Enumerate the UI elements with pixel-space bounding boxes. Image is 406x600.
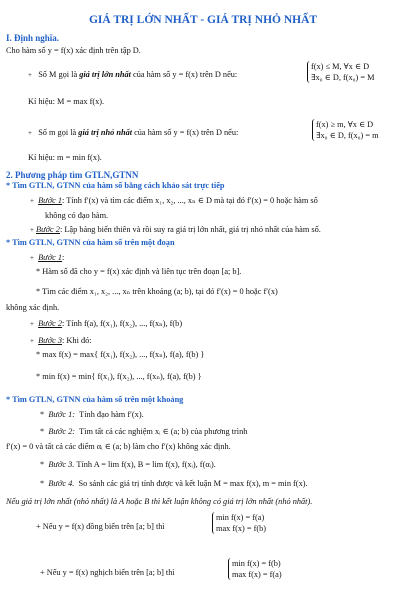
direct-step-1 (30, 196, 318, 206)
step-text: Tính A = lim f(x), B = lim f(x), f(xᵢ), f(αᵢ). (76, 460, 216, 469)
bullet-star-icon: * (36, 350, 41, 359)
bullet-star-icon: * (36, 267, 41, 276)
conclusion-note: Nếu giá trị lớn nhất (nhỏ nhất) là A hoặc B thì kết luận không có giá trị lớn nhất (nhỏ nhất). (6, 497, 313, 506)
step-label: Bước 2 (36, 225, 60, 234)
bullet-icon: + (30, 337, 34, 345)
step-label: Bước 4. (48, 479, 75, 488)
increasing-case-max: max f(x) = f(b) (216, 524, 267, 533)
bullet-star-icon: * (40, 410, 45, 419)
min-def-post: của hàm số y = f(x) trên D nếu: (132, 128, 239, 137)
formula: max f(x) = max{ f(x₁), f(x₂), ..., f(xₙ), f(a), f(b) } (42, 350, 205, 359)
step-text: Tính đạo hàm f′(x). (79, 410, 144, 419)
interval-step-2 (30, 319, 182, 329)
bullet-star-icon: * (36, 287, 41, 296)
section-definition-heading: I. Định nghĩa. (6, 33, 60, 43)
bullet-icon: + (30, 320, 34, 328)
min-conditions (312, 119, 379, 141)
open-interval-heading: * Tìm GTLN, GTNN của hàm số trên một khoảng (6, 395, 184, 404)
increasing-case-text: + Nếu y = f(x) đồng biến trên [a; b] thì (36, 522, 165, 531)
step-text: : Tính f(a), f(x₁), f(x₂), ..., f(xₙ), f(b) (62, 319, 183, 328)
step-label: Bước 1: (48, 410, 76, 419)
formula: min f(x) = min{ f(x₁), f(x₂), ..., f(xₙ), f(a), f(b) } (42, 372, 202, 381)
open-step-3 (40, 460, 216, 470)
max-notation: Kí hiệu: M = max f(x). (28, 97, 105, 106)
max-condition-2: ∃x₀ ∈ D, f(x₀) = M (311, 73, 375, 82)
bullet-star-icon: * (40, 479, 45, 488)
step-label: Bước 2: (48, 427, 76, 436)
step-text: Tìm tất cả các nghiệm xᵢ ∈ (a; b) của phương trình (79, 427, 248, 436)
interval-step-1-line-2 (36, 287, 278, 297)
min-def-pre: Số m gọi là (38, 128, 79, 137)
step-label: Bước 2 (38, 319, 63, 328)
min-notation: Kí hiệu: m = min f(x). (28, 153, 102, 162)
decreasing-case-conditions (228, 558, 282, 580)
step-label: Bước 3 (38, 336, 63, 345)
interval-step-3 (30, 336, 92, 346)
step-text: : Lập bảng biến thiên và rồi suy ra giá trị lớn nhất, giá trị nhỏ nhất của hàm số. (59, 225, 321, 234)
direct-step-2 (30, 225, 321, 235)
max-def-post: của hàm số y = f(x) trên D nếu: (130, 70, 238, 79)
interval-step-1-label: + Bước 1: (30, 253, 65, 262)
step-label: Bước 1 (38, 253, 63, 262)
bullet-icon: + (30, 226, 34, 234)
direct-step-1-cont: không có đạo hàm. (45, 211, 109, 220)
decreasing-case-max: max f(x) = f(a) (232, 570, 282, 579)
open-step-1 (40, 410, 144, 420)
interval-step-1-line-1 (36, 267, 241, 277)
step-text: : Tính f′(x) và tìm các điểm x₁, x₂, ..., xₙ ∈ D mà tại đó f′(x) = 0 hoặc hàm số (62, 196, 318, 205)
bullet-icon: + (30, 254, 34, 262)
bullet-icon: + (30, 197, 34, 205)
decreasing-case-text: + Nếu y = f(x) nghịch biến trên [a; b] thì (40, 568, 175, 577)
interval-min-formula (36, 372, 202, 382)
step-text: So sánh các giá trị tính được và kết luận M = max f(x), m = min f(x). (78, 479, 308, 488)
step-label: Bước 1 (38, 196, 63, 205)
step-text: : Khi đó: (62, 336, 92, 345)
bullet-icon: + (28, 71, 32, 79)
decreasing-case-min: min f(x) = f(b) (232, 559, 281, 568)
bullet-star-icon: * (36, 372, 41, 381)
min-term: giá trị nhỏ nhất (78, 128, 133, 137)
direct-method-heading: * Tìm GTLN, GTNN của hàm số bằng cách khảo sát trực tiếp (6, 181, 225, 190)
min-definition (28, 128, 238, 138)
closed-interval-heading: * Tìm GTLN, GTNN của hàm số trên một đoạn (6, 238, 175, 247)
max-term: giá trị lớn nhất (79, 70, 131, 79)
min-condition-1: f(x) ≥ m, ∀x ∈ D (316, 120, 374, 129)
step-text: Hàm số đã cho y = f(x) xác định và liên tục trên đoạn [a; b]. (42, 267, 242, 276)
max-condition-1: f(x) ≤ M, ∀x ∈ D (311, 62, 370, 71)
increasing-case-min: min f(x) = f(a) (216, 513, 265, 522)
bullet-icon: + (28, 129, 32, 137)
page-title: GIÁ TRỊ LỚN NHẤT - GIÁ TRỊ NHỎ NHẤT (88, 14, 318, 26)
bullet-star-icon: * (40, 460, 45, 469)
interval-max-formula (36, 350, 204, 360)
open-step-2 (40, 427, 247, 437)
step-label: Bước 3. (48, 460, 75, 469)
min-condition-2: ∃x₀ ∈ D, f(x₀) = m (316, 131, 379, 140)
bullet-star-icon: * (40, 427, 45, 436)
interval-step-1-line-3: không xác định. (6, 303, 60, 312)
section-method-heading: 2. Phương pháp tìm GTLN,GTNN (6, 170, 139, 180)
step-text: Tìm các điểm x₁, x₂, ..., xₙ trên khoảng (a; b), tại đó f′(x) = 0 hoặc f′(x) (42, 287, 278, 296)
open-step-2-cont: f′(x) = 0 và tất cả các điểm αᵢ ∈ (a; b) làm cho f′(x) không xác định. (6, 442, 231, 451)
max-conditions (307, 61, 375, 83)
max-definition (28, 70, 237, 80)
increasing-case-conditions (212, 512, 266, 534)
open-step-4 (40, 479, 308, 489)
max-def-pre: Số M gọi là (38, 70, 80, 79)
definition-intro: Cho hàm số y = f(x) xác định trên tập D. (6, 46, 141, 55)
